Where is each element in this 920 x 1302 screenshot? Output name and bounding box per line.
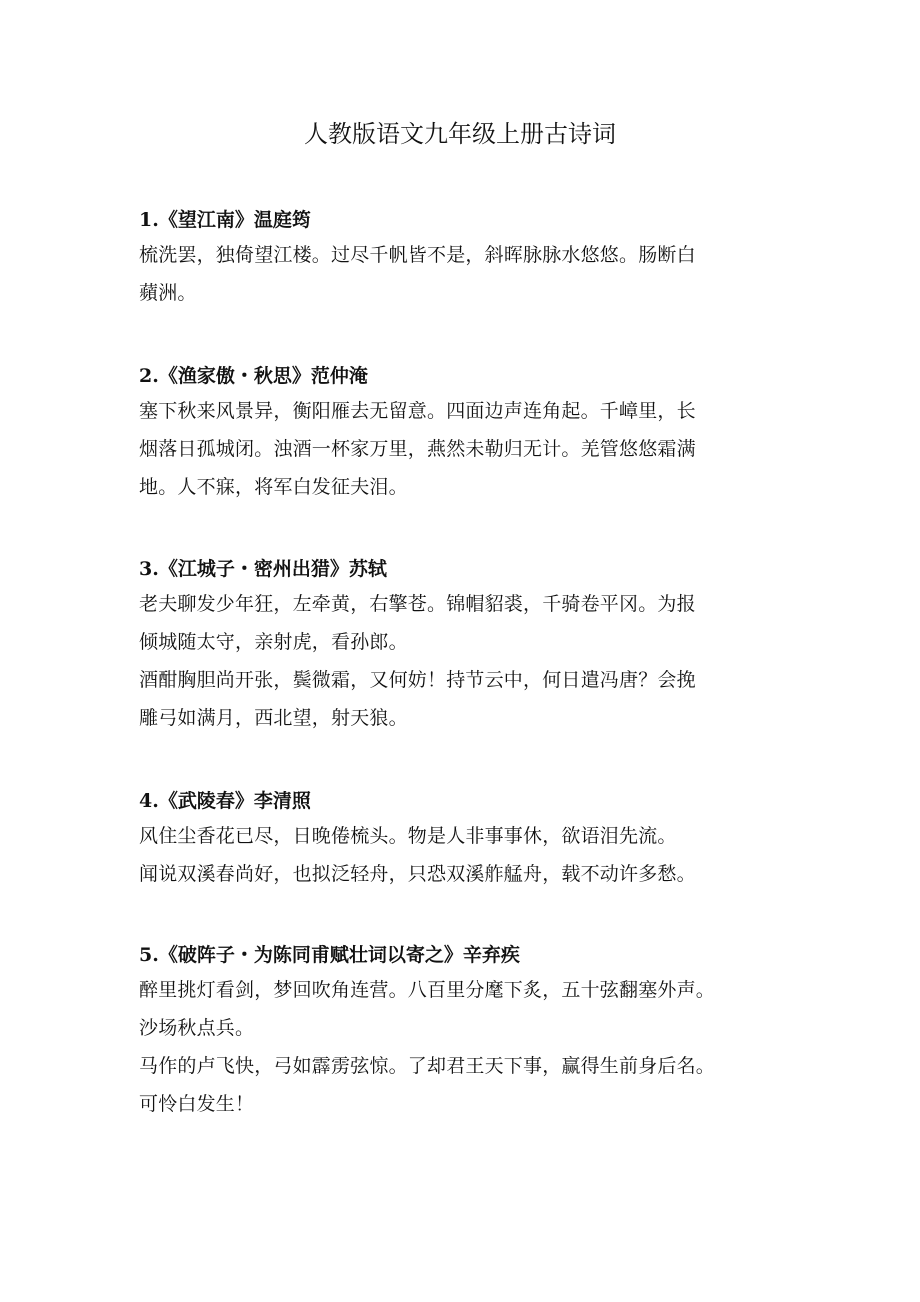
poem-section-2 <box>139 360 789 506</box>
poem-line: 塞下秋来风景异，衡阳雁去无留意。四面边声连角起。千嶂里，长 <box>139 400 696 422</box>
poem-line: 酒酣胸胆尚开张，鬓微霜，又何妨！持节云中，何日遣冯唐？会挽 <box>139 669 696 691</box>
poem-line: 烟落日孤城闭。浊酒一杯家万里，燕然未勒归无计。羌管悠悠霜满 <box>139 438 696 460</box>
poem-heading: 1.《望江南》温庭筠 <box>139 209 311 231</box>
poem-heading: 3.《江城子・密州出猎》苏轼 <box>139 558 387 580</box>
poem-line: 醉里挑灯看剑，梦回吹角连营。八百里分麾下炙，五十弦翻塞外声。 <box>139 979 716 1001</box>
poem-line: 可怜白发生！ <box>139 1093 255 1115</box>
poem-section-5 <box>139 939 789 1123</box>
poem-line: 地。人不寐，将军白发征夫泪。 <box>139 476 408 498</box>
poem-section-3 <box>139 553 789 737</box>
poem-line: 沙场秋点兵。 <box>139 1017 255 1039</box>
poem-line: 蘋洲。 <box>139 282 197 304</box>
poem-heading: 5.《破阵子・为陈同甫赋壮词以寄之》辛弃疾 <box>139 944 520 966</box>
poem-line: 倾城随太守，亲射虎，看孙郎。 <box>139 631 408 653</box>
poem-line: 风住尘香花已尽，日晚倦梳头。物是人非事事休，欲语泪先流。 <box>139 825 677 847</box>
poem-section-4 <box>139 785 789 893</box>
poem-line: 闻说双溪春尚好，也拟泛轻舟，只恐双溪舴艋舟，载不动许多愁。 <box>139 863 696 885</box>
poem-line: 梳洗罢，独倚望江楼。过尽千帆皆不是，斜晖脉脉水悠悠。肠断白 <box>139 244 696 266</box>
poem-heading: 2.《渔家傲・秋思》范仲淹 <box>139 365 368 387</box>
poem-line: 老夫聊发少年狂，左牵黄，右擎苍。锦帽貂裘，千骑卷平冈。为报 <box>139 593 696 615</box>
poem-heading: 4.《武陵春》李清照 <box>139 790 311 812</box>
poem-section-1 <box>139 204 789 312</box>
document-title: 人教版语文九年级上册古诗词 <box>304 120 616 148</box>
poem-line: 马作的卢飞快，弓如霹雳弦惊。了却君王天下事，赢得生前身后名。 <box>139 1055 716 1077</box>
poem-line: 雕弓如满月，西北望，射天狼。 <box>139 707 408 729</box>
